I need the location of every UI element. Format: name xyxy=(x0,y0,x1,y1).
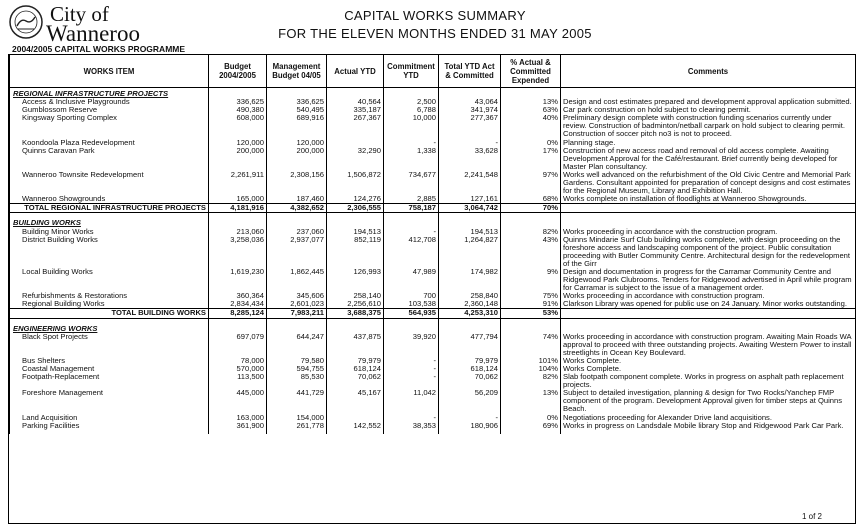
commitment-cell: 2,500 xyxy=(384,98,439,106)
comment-cell: Slab footpath component complete. Works in progress on asphalt path replacement projects. xyxy=(561,373,856,389)
empty-cell xyxy=(209,88,267,99)
empty-cell xyxy=(327,217,384,227)
page-title: CAPITAL WORKS SUMMARY xyxy=(344,8,526,23)
actual-cell: 124,276 xyxy=(327,195,384,204)
pct-cell: 75% xyxy=(501,292,561,300)
management-cell: 2,601,023 xyxy=(267,300,327,309)
total-actual-cell: 2,306,555 xyxy=(327,204,384,213)
comment-cell: Works Complete. xyxy=(561,357,856,365)
comment-cell: Subject to detailed investigation, planning & design for Two Rocks/Yanchep FMP component of the program. Development Approval given for timber steps at Quinns Beach. xyxy=(561,389,856,413)
total-management-cell: 7,983,211 xyxy=(267,309,327,318)
total-cell: - xyxy=(439,414,501,422)
total-budget-cell: 4,181,916 xyxy=(209,204,267,213)
empty-cell xyxy=(267,323,327,333)
management-cell: 2,937,077 xyxy=(267,236,327,268)
capital-works-table-frame xyxy=(8,54,856,524)
comment-cell: Negotiations proceeding for Alexander Drive land acquisitions. xyxy=(561,414,856,422)
actual-cell: 32,290 xyxy=(327,147,384,171)
works-item-cell: Bus Shelters xyxy=(10,357,209,365)
actual-cell: 40,564 xyxy=(327,98,384,106)
budget-cell: 3,258,036 xyxy=(209,236,267,268)
total-cell: 180,906 xyxy=(439,422,501,430)
actual-cell: 618,124 xyxy=(327,365,384,373)
pct-cell: 13% xyxy=(501,389,561,413)
empty-cell xyxy=(561,430,856,434)
total-total-cell: 4,253,310 xyxy=(439,309,501,318)
pct-cell: 101% xyxy=(501,357,561,365)
pct-cell: 91% xyxy=(501,300,561,309)
budget-cell: 361,900 xyxy=(209,422,267,430)
total-cell: 43,064 xyxy=(439,98,501,106)
pct-cell: 63% xyxy=(501,106,561,114)
works-item-cell: Local Building Works xyxy=(10,268,209,292)
budget-cell: 570,000 xyxy=(209,365,267,373)
commitment-cell: 2,885 xyxy=(384,195,439,204)
commitment-cell: 39,920 xyxy=(384,333,439,357)
col-header-comments: Comments xyxy=(561,55,856,88)
empty-cell xyxy=(384,217,439,227)
table-row xyxy=(10,139,856,147)
pct-cell: 97% xyxy=(501,171,561,195)
total-management-cell: 4,382,652 xyxy=(267,204,327,213)
table-row xyxy=(10,236,856,268)
empty-cell xyxy=(561,309,856,318)
commitment-cell: 412,708 xyxy=(384,236,439,268)
budget-cell: 113,500 xyxy=(209,373,267,389)
works-item-cell: Kingsway Sporting Complex xyxy=(10,114,209,138)
comment-cell: Design and documentation in progress for the Carramar Community Centre and Ridgewood Park Clubrooms. Tenders for Ridgewood advertised in April while program for Carramar is subject to the issue of a management order. xyxy=(561,268,856,292)
table-row xyxy=(10,228,856,236)
col-header-actual: Actual YTD xyxy=(327,55,384,88)
empty-cell xyxy=(267,217,327,227)
commitment-cell: 1,338 xyxy=(384,147,439,171)
section-total-row xyxy=(10,309,856,318)
pct-cell: 40% xyxy=(501,114,561,138)
budget-cell: 2,261,911 xyxy=(209,171,267,195)
pct-cell: 13% xyxy=(501,98,561,106)
commitment-cell: 38,353 xyxy=(384,422,439,430)
actual-cell: 437,875 xyxy=(327,333,384,357)
total-cell: 2,360,148 xyxy=(439,300,501,309)
empty-cell xyxy=(561,217,856,227)
comment-cell: Works well advanced on the refurbishment of the Old Civic Centre and Memorial Park Gardens. Consultant appointed for preparation of concept designs and cost estimates for the Regional Museum, Library and Exhibition Hall. xyxy=(561,171,856,195)
management-cell: 120,000 xyxy=(267,139,327,147)
comment-cell: Works complete on installation of floodlights at Wanneroo Showgrounds. xyxy=(561,195,856,204)
section-header-row xyxy=(10,88,856,99)
works-item-cell: Quinns Caravan Park xyxy=(10,147,209,171)
section-spacer xyxy=(10,430,856,434)
works-item-cell: Access & Inclusive Playgrounds xyxy=(10,98,209,106)
page-subtitle: FOR THE ELEVEN MONTHS ENDED 31 MAY 2005 xyxy=(278,26,592,41)
section-title: REGIONAL INFRASTRUCTURE PROJECTS xyxy=(10,88,209,99)
actual-cell: 142,552 xyxy=(327,422,384,430)
works-item-cell: Building Minor Works xyxy=(10,228,209,236)
logo-city-text: City of xyxy=(50,2,109,26)
capital-works-table xyxy=(9,55,856,434)
table-header-row xyxy=(10,55,856,88)
table-row xyxy=(10,114,856,138)
empty-cell xyxy=(209,430,267,434)
pct-cell: 82% xyxy=(501,373,561,389)
management-cell: 237,060 xyxy=(267,228,327,236)
total-cell: 477,794 xyxy=(439,333,501,357)
table-row xyxy=(10,195,856,204)
management-cell: 441,729 xyxy=(267,389,327,413)
commitment-cell: - xyxy=(384,139,439,147)
empty-cell xyxy=(439,88,501,99)
table-row xyxy=(10,300,856,309)
management-cell: 689,916 xyxy=(267,114,327,138)
pct-cell: 82% xyxy=(501,228,561,236)
budget-cell: 336,625 xyxy=(209,98,267,106)
empty-cell xyxy=(327,323,384,333)
budget-cell: 608,000 xyxy=(209,114,267,138)
works-item-cell: Refurbishments & Restorations xyxy=(10,292,209,300)
commitment-cell: - xyxy=(384,365,439,373)
logo-name-text: Wanneroo xyxy=(46,21,140,46)
comment-cell: Works proceeding in accordance with the construction program. xyxy=(561,228,856,236)
col-header-item: WORKS ITEM xyxy=(10,55,209,88)
programme-label: 2004/2005 CAPITAL WORKS PROGRAMME xyxy=(12,44,186,54)
empty-cell xyxy=(384,430,439,434)
section-title: ENGINEERING WORKS xyxy=(10,323,209,333)
empty-cell xyxy=(501,323,561,333)
actual-cell: 267,367 xyxy=(327,114,384,138)
table-row xyxy=(10,389,856,413)
commitment-cell: 6,788 xyxy=(384,106,439,114)
table-row xyxy=(10,292,856,300)
table-row xyxy=(10,414,856,422)
city-seal-icon xyxy=(8,4,44,40)
comment-cell: Works proceeding in accordance with construction program. xyxy=(561,292,856,300)
total-label-cell: TOTAL REGIONAL INFRASTRUCTURE PROJECTS xyxy=(10,204,209,213)
actual-cell: 335,187 xyxy=(327,106,384,114)
budget-cell: 2,834,434 xyxy=(209,300,267,309)
pct-cell: 74% xyxy=(501,333,561,357)
commitment-cell: - xyxy=(384,414,439,422)
actual-cell xyxy=(327,414,384,422)
commitment-cell: 734,677 xyxy=(384,171,439,195)
actual-cell: 258,140 xyxy=(327,292,384,300)
works-item-cell: Regional Building Works xyxy=(10,300,209,309)
works-item-cell: Black Spot Projects xyxy=(10,333,209,357)
budget-cell: 697,079 xyxy=(209,333,267,357)
empty-cell xyxy=(501,217,561,227)
comment-cell: Works in progress on Landsdale Mobile library Stop and Ridgewood Park Car Park. xyxy=(561,422,856,430)
total-pct-cell: 53% xyxy=(501,309,561,318)
pct-cell: 0% xyxy=(501,139,561,147)
total-cell: 618,124 xyxy=(439,365,501,373)
empty-cell xyxy=(439,430,501,434)
section-total-row xyxy=(10,204,856,213)
total-cell: 258,840 xyxy=(439,292,501,300)
total-cell: 33,628 xyxy=(439,147,501,171)
management-cell: 154,000 xyxy=(267,414,327,422)
empty-cell xyxy=(501,430,561,434)
empty-cell xyxy=(384,323,439,333)
section-header-row xyxy=(10,217,856,227)
table-row xyxy=(10,333,856,357)
total-cell: 79,979 xyxy=(439,357,501,365)
actual-cell xyxy=(327,139,384,147)
budget-cell: 213,060 xyxy=(209,228,267,236)
actual-cell: 70,062 xyxy=(327,373,384,389)
table-body xyxy=(10,88,856,434)
works-item-cell: Gumblossom Reserve xyxy=(10,106,209,114)
comment-cell: Works proceeding in accordance with construction program. Awaiting Main Roads WA approval to proceed with three outstanding projects. Awaiting Western Power to install streetlights in Ocean Key Boulevard. xyxy=(561,333,856,357)
management-cell: 594,755 xyxy=(267,365,327,373)
budget-cell: 165,000 xyxy=(209,195,267,204)
total-commitment-cell: 564,935 xyxy=(384,309,439,318)
empty-cell xyxy=(327,430,384,434)
col-header-management: Management Budget 04/05 xyxy=(267,55,327,88)
actual-cell: 1,506,872 xyxy=(327,171,384,195)
pct-cell: 43% xyxy=(501,236,561,268)
management-cell: 540,495 xyxy=(267,106,327,114)
empty-cell xyxy=(267,88,327,99)
table-row xyxy=(10,268,856,292)
table-row xyxy=(10,171,856,195)
empty-cell xyxy=(209,217,267,227)
budget-cell: 1,619,230 xyxy=(209,268,267,292)
works-item-cell: Coastal Management xyxy=(10,365,209,373)
budget-cell: 490,380 xyxy=(209,106,267,114)
comment-cell: Planning stage. xyxy=(561,139,856,147)
pct-cell: 104% xyxy=(501,365,561,373)
budget-cell: 120,000 xyxy=(209,139,267,147)
budget-cell: 200,000 xyxy=(209,147,267,171)
management-cell: 2,308,156 xyxy=(267,171,327,195)
empty-cell xyxy=(561,323,856,333)
works-item-cell: Foreshore Management xyxy=(10,389,209,413)
total-cell: 194,513 xyxy=(439,228,501,236)
table-row xyxy=(10,373,856,389)
actual-cell: 852,119 xyxy=(327,236,384,268)
total-cell: 341,974 xyxy=(439,106,501,114)
total-cell: 174,982 xyxy=(439,268,501,292)
comment-cell: Construction of new access road and removal of old access complete. Awaiting Development Approval for the Café/restaurant. Brief currently being developed for Master Plan consultancy. xyxy=(561,147,856,171)
empty-cell xyxy=(561,204,856,213)
section-header-row xyxy=(10,323,856,333)
pct-cell: 17% xyxy=(501,147,561,171)
works-item-cell: Footpath-Replacement xyxy=(10,373,209,389)
commitment-cell: 47,989 xyxy=(384,268,439,292)
total-budget-cell: 8,285,124 xyxy=(209,309,267,318)
comment-cell: Design and cost estimates prepared and development approval application submitted. xyxy=(561,98,856,106)
budget-cell: 78,000 xyxy=(209,357,267,365)
total-cell: 277,367 xyxy=(439,114,501,138)
budget-cell: 163,000 xyxy=(209,414,267,422)
works-item-cell: Wanneroo Townsite Redevelopment xyxy=(10,171,209,195)
col-header-total: Total YTD Act & Committed xyxy=(439,55,501,88)
actual-cell: 126,993 xyxy=(327,268,384,292)
works-item-cell: Parking Facilities xyxy=(10,422,209,430)
total-pct-cell: 70% xyxy=(501,204,561,213)
actual-cell: 79,979 xyxy=(327,357,384,365)
management-cell: 336,625 xyxy=(267,98,327,106)
pct-cell: 69% xyxy=(501,422,561,430)
works-item-cell: Land Acquisition xyxy=(10,414,209,422)
commitment-cell: - xyxy=(384,228,439,236)
works-item-cell: Koondoola Plaza Redevelopment xyxy=(10,139,209,147)
total-cell: 70,062 xyxy=(439,373,501,389)
empty-cell xyxy=(384,88,439,99)
table-row xyxy=(10,98,856,106)
commitment-cell: - xyxy=(384,357,439,365)
total-cell: - xyxy=(439,139,501,147)
empty-cell xyxy=(209,323,267,333)
total-actual-cell: 3,688,375 xyxy=(327,309,384,318)
commitment-cell: 103,538 xyxy=(384,300,439,309)
commitment-cell: 11,042 xyxy=(384,389,439,413)
comment-cell: Works Complete. xyxy=(561,365,856,373)
commitment-cell: 10,000 xyxy=(384,114,439,138)
table-row xyxy=(10,422,856,430)
budget-cell: 445,000 xyxy=(209,389,267,413)
pct-cell: 0% xyxy=(501,414,561,422)
comment-cell: Quinns Mindarie Surf Club building works complete, with design proceeding on the foreshore access and landscaping component of the project. Public consultation proceeding with Butler Community Centre. Architectural design for the redevelopment of the Girr xyxy=(561,236,856,268)
total-cell: 2,241,548 xyxy=(439,171,501,195)
total-total-cell: 3,064,742 xyxy=(439,204,501,213)
comment-cell: Car park construction on hold subject to clearing permit. xyxy=(561,106,856,114)
col-header-budget: Budget 2004/2005 xyxy=(209,55,267,88)
total-cell: 56,209 xyxy=(439,389,501,413)
pct-cell: 68% xyxy=(501,195,561,204)
management-cell: 79,580 xyxy=(267,357,327,365)
total-cell: 127,161 xyxy=(439,195,501,204)
empty-cell xyxy=(439,323,501,333)
management-cell: 345,606 xyxy=(267,292,327,300)
management-cell: 644,247 xyxy=(267,333,327,357)
table-row xyxy=(10,365,856,373)
empty-cell xyxy=(327,88,384,99)
total-cell: 1,264,827 xyxy=(439,236,501,268)
pct-cell: 9% xyxy=(501,268,561,292)
table-row xyxy=(10,147,856,171)
total-label-cell: TOTAL BUILDING WORKS xyxy=(10,309,209,318)
management-cell: 200,000 xyxy=(267,147,327,171)
table-row xyxy=(10,106,856,114)
empty-cell xyxy=(439,217,501,227)
budget-cell: 360,364 xyxy=(209,292,267,300)
page-number: 1 of 2 xyxy=(801,512,822,521)
empty-cell xyxy=(561,88,856,99)
comment-cell: Clarkson Library was opened for public use on 24 January. Minor works outstanding. xyxy=(561,300,856,309)
empty-cell xyxy=(501,88,561,99)
table-row xyxy=(10,357,856,365)
management-cell: 1,862,445 xyxy=(267,268,327,292)
actual-cell: 194,513 xyxy=(327,228,384,236)
total-commitment-cell: 758,187 xyxy=(384,204,439,213)
comment-cell: Preliminary design complete with construction funding scenarios currently under review. Construction of badminton/netball carpark on hold subject to clearing permit. Construction of soccer pitch no3 is not to proceed. xyxy=(561,114,856,138)
col-header-pct: % Actual & Committed Expended xyxy=(501,55,561,88)
actual-cell: 2,256,610 xyxy=(327,300,384,309)
works-item-cell: Wanneroo Showgrounds xyxy=(10,195,209,204)
works-item-cell: District Building Works xyxy=(10,236,209,268)
actual-cell: 45,167 xyxy=(327,389,384,413)
city-logo xyxy=(8,4,168,46)
management-cell: 261,778 xyxy=(267,422,327,430)
col-header-commitment: Commitment YTD xyxy=(384,55,439,88)
commitment-cell: 700 xyxy=(384,292,439,300)
management-cell: 85,530 xyxy=(267,373,327,389)
commitment-cell: - xyxy=(384,373,439,389)
section-title: BUILDING WORKS xyxy=(10,217,209,227)
management-cell: 187,460 xyxy=(267,195,327,204)
empty-cell xyxy=(10,430,209,434)
empty-cell xyxy=(267,430,327,434)
